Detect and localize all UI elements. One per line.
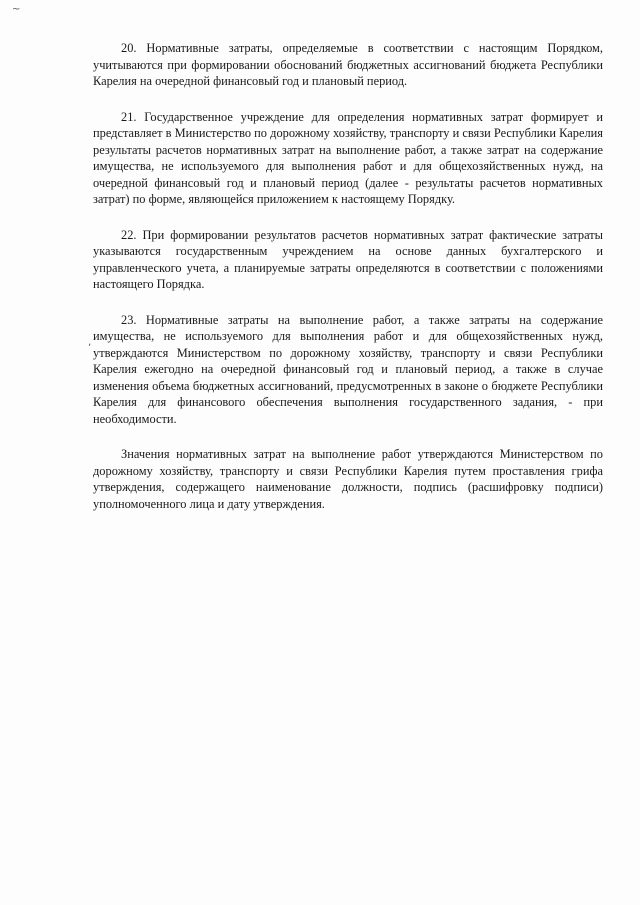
document-body <box>93 40 603 531</box>
paragraph-22: 22. При формировании результатов расчетов нормативных затрат фактические затраты указываются государственным учреждением на основе данных бухгалтерского и управленческого учета, а планируемые затраты определяются в соответствии с положениями настоящего Порядка. <box>93 227 603 291</box>
scan-mark: , <box>88 337 92 348</box>
paragraph-20: 20. Нормативные затраты, определяемые в соответствии с настоящим Порядком, учитываются при формировании обоснований бюджетных ассигнований бюджета Республики Карелия на очередной финансовый год и плановый период. <box>93 41 603 88</box>
scan-mark: ~ <box>12 4 21 15</box>
paragraph-approval-note: Значения нормативных затрат на выполнение работ утверждаются Министерством по дорожному хозяйству, транспорту и связи Республики Карелия путем проставления грифа утверждения, содержащего наименование должности, подпись (расшифровку подписи) уполномоченного лица и дату утверждения. <box>93 447 603 511</box>
paragraph-23: 23. Нормативные затраты на выполнение работ, а также затраты на содержание имущества, не используемого для выполнения работ и для общехозяйственных нужд, утверждаются Министерством по дорожному хозяйству, транспорту и связи Республики Карелия ежегодно на очередной финансовый год и плановый период, а также в случае изменения объема бюджетных ассигнований, предусмотренных в законе о бюджете Республики Карелия для финансового обеспечения выполнения государственного задания, - при необходимости. <box>93 312 603 426</box>
paragraph-21: 21. Государственное учреждение для определения нормативных затрат формирует и представляет в Министерство по дорожному хозяйству, транспорту и связи Республики Карелия результаты расчетов нормативных затрат на выполнение работ, а также затрат на содержание имущества, не используемого для выполнения работ и для общехозяйственных нужд, на очередной финансовый год и плановый период (далее - результаты расчетов нормативных затрат) по форме, являющейся приложением к настоящему Порядку. <box>93 109 603 206</box>
